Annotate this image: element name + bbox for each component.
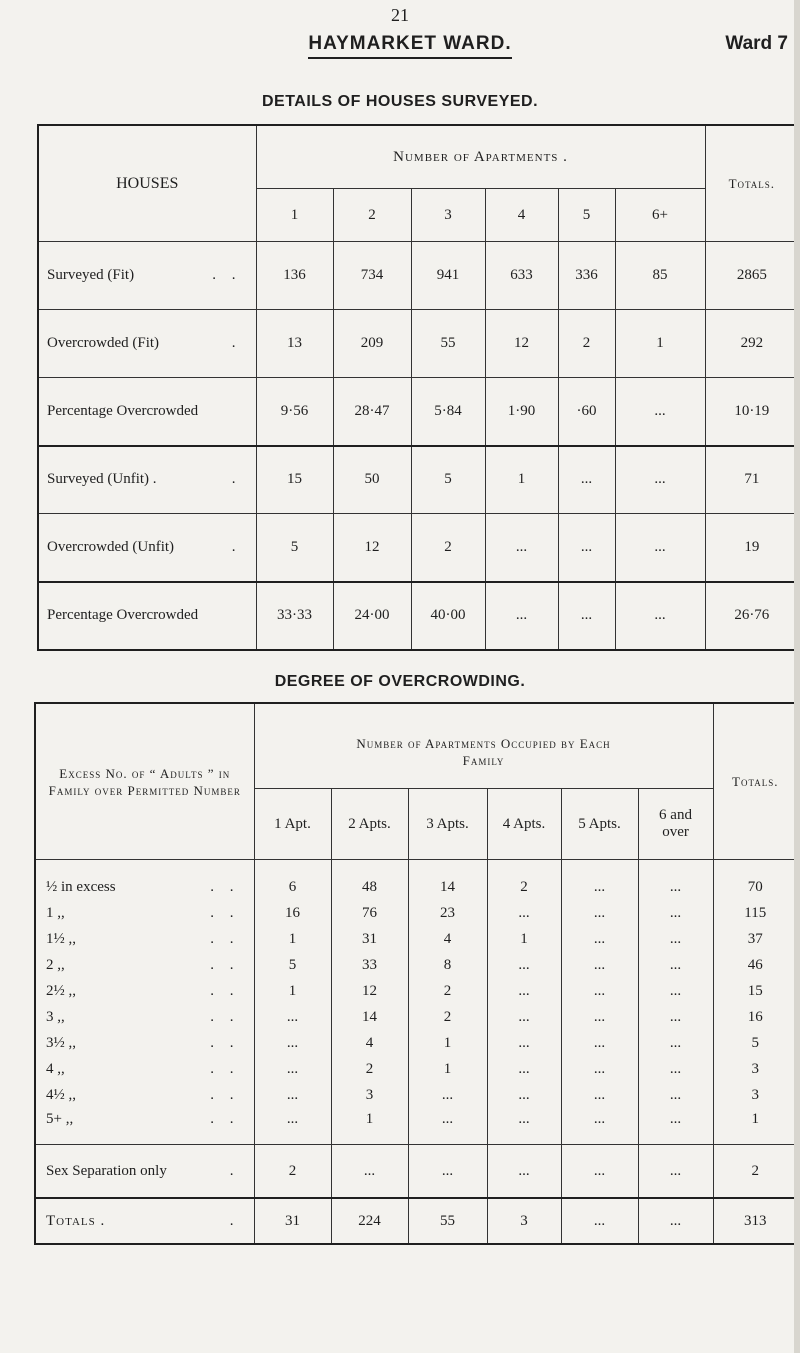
table-cell: 5 xyxy=(256,514,333,582)
row-label-dots: . . xyxy=(210,956,240,973)
table-cell: ... xyxy=(561,978,638,1004)
table-cell: ... xyxy=(487,952,561,978)
row-label: Sex Separation only xyxy=(46,1162,167,1179)
table-cell: ... xyxy=(254,1082,331,1108)
table-cell: 13 xyxy=(256,310,333,378)
table-cell: ... xyxy=(561,1198,638,1244)
table-cell: 40·00 xyxy=(411,582,485,650)
total-cell: 1 xyxy=(713,1108,798,1145)
row-label-dots: . . xyxy=(210,1086,240,1103)
table-cell: ... xyxy=(487,1108,561,1145)
table-cell: ... xyxy=(638,1145,713,1199)
row-label-dots: . . xyxy=(210,878,240,895)
total-cell: 10·19 xyxy=(705,378,799,446)
row-label-dots: . xyxy=(231,335,242,351)
ward-title xyxy=(0,33,800,59)
table-cell: ... xyxy=(638,952,713,978)
table-cell: ... xyxy=(487,1082,561,1108)
table-cell: ... xyxy=(561,1056,638,1082)
spacer-row xyxy=(35,860,798,875)
table-row xyxy=(35,952,798,978)
row-label-dots: . . xyxy=(212,267,242,283)
table-row xyxy=(38,242,799,310)
total-cell: 2865 xyxy=(705,242,799,310)
overcrowding-table-title: DEGREE OF OVERCROWDING. xyxy=(274,673,526,690)
table-cell: 2 xyxy=(411,514,485,582)
table-cell: 55 xyxy=(408,1198,487,1244)
row-label-dots: . . xyxy=(210,982,240,999)
table-cell: 55 xyxy=(411,310,485,378)
table-row xyxy=(38,310,799,378)
total-cell: 313 xyxy=(713,1198,798,1244)
spacer-cell xyxy=(254,860,331,875)
row-label-cell xyxy=(38,582,256,650)
table-cell: ... xyxy=(615,446,705,514)
table-cell: ... xyxy=(254,1004,331,1030)
row-label: 3½ ,, xyxy=(46,1034,76,1051)
page-number: 21 xyxy=(391,5,409,25)
table-cell: 224 xyxy=(331,1198,408,1244)
houses-col-header: 2 xyxy=(333,189,411,242)
table-cell: ... xyxy=(638,1198,713,1244)
row-label-cell xyxy=(35,1198,254,1244)
table-cell: 4 xyxy=(408,926,487,952)
table-cell: 2 xyxy=(408,1004,487,1030)
row-label-cell xyxy=(35,1145,254,1199)
row-label-dots: . . xyxy=(210,1060,240,1077)
table-cell: 31 xyxy=(331,926,408,952)
row-label-dots: . xyxy=(231,538,242,555)
houses-group-label: Number of Apartments . xyxy=(256,125,705,189)
table-cell: ... xyxy=(561,1004,638,1030)
spacer-cell xyxy=(713,860,798,875)
table-cell: ... xyxy=(408,1145,487,1199)
row-label-cell xyxy=(38,446,256,514)
table-cell: 941 xyxy=(411,242,485,310)
overcrowding-col-header: 2 Apts. xyxy=(331,789,408,860)
row-label: 1 ,, xyxy=(46,904,65,921)
table-cell: 4 xyxy=(331,1030,408,1056)
table-cell: ... xyxy=(561,1108,638,1145)
table-cell: ... xyxy=(487,900,561,926)
table-row xyxy=(35,1108,798,1145)
row-label-cell xyxy=(35,1082,254,1108)
row-label-dots: . . xyxy=(210,930,240,947)
spacer-cell xyxy=(331,860,408,875)
table-row xyxy=(38,514,799,582)
table-cell: 50 xyxy=(333,446,411,514)
row-label-cell xyxy=(35,978,254,1004)
table-cell: 1 xyxy=(615,310,705,378)
houses-col-header: 3 xyxy=(411,189,485,242)
table-cell: 136 xyxy=(256,242,333,310)
row-label: Surveyed (Fit) xyxy=(47,267,135,283)
table-cell: 1·90 xyxy=(485,378,558,446)
table-cell: 3 xyxy=(331,1082,408,1108)
table-cell: ... xyxy=(638,1030,713,1056)
row-label: 2½ ,, xyxy=(46,982,76,999)
row-label-cell xyxy=(35,926,254,952)
table-cell: 2 xyxy=(254,1145,331,1199)
table-cell: ... xyxy=(638,1108,713,1145)
table-cell: 209 xyxy=(333,310,411,378)
houses-col-header: 4 xyxy=(485,189,558,242)
total-cell: 2 xyxy=(713,1145,798,1199)
table-cell: ... xyxy=(561,1082,638,1108)
row-label-dots: . . xyxy=(210,1008,240,1025)
table-cell: ... xyxy=(561,952,638,978)
table-cell: ... xyxy=(638,874,713,900)
table-cell: 2 xyxy=(487,874,561,900)
row-label-dots: . xyxy=(231,471,242,488)
total-cell: 3 xyxy=(713,1056,798,1082)
table-cell: 31 xyxy=(254,1198,331,1244)
table-cell: ... xyxy=(487,1004,561,1030)
overcrowding-corner-label: Excess No. of “ Adults ” in Family over Permitted Number xyxy=(35,703,254,860)
table-cell: 28·47 xyxy=(333,378,411,446)
table-cell: 33 xyxy=(331,952,408,978)
table-cell: ... xyxy=(558,582,615,650)
overcrowding-totals-label: Totals. xyxy=(713,703,798,860)
table-cell: ... xyxy=(558,514,615,582)
table-cell: 12 xyxy=(485,310,558,378)
table-cell: 14 xyxy=(408,874,487,900)
row-label-cell xyxy=(35,1004,254,1030)
overcrowding-col-header: 5 Apts. xyxy=(561,789,638,860)
spacer-cell xyxy=(638,860,713,875)
row-label-cell xyxy=(38,310,256,378)
row-label: Percentage Overcrowded xyxy=(47,607,199,623)
table-cell: ... xyxy=(254,1108,331,1145)
table-cell: 2 xyxy=(558,310,615,378)
row-label: Overcrowded (Fit) xyxy=(47,335,160,351)
total-cell: 15 xyxy=(713,978,798,1004)
table-row xyxy=(35,1030,798,1056)
table-cell: ... xyxy=(615,514,705,582)
overcrowding-group-label: Number of Apartments Occupied by Each Family xyxy=(254,703,713,789)
table-cell: ... xyxy=(487,1030,561,1056)
table-cell: 5 xyxy=(411,446,485,514)
table-row xyxy=(38,378,799,446)
total-cell: 5 xyxy=(713,1030,798,1056)
table-cell: 14 xyxy=(331,1004,408,1030)
table-cell: ... xyxy=(487,1145,561,1199)
table-cell: 734 xyxy=(333,242,411,310)
houses-col-header: 6+ xyxy=(615,189,705,242)
row-label: 3 ,, xyxy=(46,1008,65,1025)
table-cell: 16 xyxy=(254,900,331,926)
table-cell: ... xyxy=(638,978,713,1004)
houses-surveyed-table xyxy=(37,124,800,651)
table-cell: ... xyxy=(638,926,713,952)
table-row xyxy=(35,874,798,900)
table-row xyxy=(35,926,798,952)
row-label-cell xyxy=(38,514,256,582)
row-label-cell xyxy=(35,1056,254,1082)
table-cell: 33·33 xyxy=(256,582,333,650)
table-cell: ·60 xyxy=(558,378,615,446)
total-cell: 16 xyxy=(713,1004,798,1030)
table-cell: 48 xyxy=(331,874,408,900)
table-cell: ... xyxy=(561,900,638,926)
houses-totals-label: Totals. xyxy=(705,125,799,242)
table-cell: 1 xyxy=(331,1108,408,1145)
row-label: 4½ ,, xyxy=(46,1086,76,1103)
spacer-cell xyxy=(35,860,254,875)
overcrowding-col-header: 1 Apt. xyxy=(254,789,331,860)
table-cell: ... xyxy=(638,1082,713,1108)
table-row xyxy=(38,446,799,514)
row-label-dots: . xyxy=(229,1162,240,1179)
row-label-cell xyxy=(38,378,256,446)
table-cell: 1 xyxy=(487,926,561,952)
table-cell: 15 xyxy=(256,446,333,514)
table-cell: ... xyxy=(561,874,638,900)
total-cell: 70 xyxy=(713,874,798,900)
table-cell: 3 xyxy=(487,1198,561,1244)
row-label: Totals . xyxy=(46,1212,106,1229)
sex-separation-row xyxy=(35,1145,798,1199)
table-row xyxy=(35,1056,798,1082)
table-cell: 9·56 xyxy=(256,378,333,446)
page-edge xyxy=(794,0,800,1353)
table-row xyxy=(35,1004,798,1030)
total-cell: 46 xyxy=(713,952,798,978)
table-cell: 6 xyxy=(254,874,331,900)
overcrowding-table xyxy=(34,702,799,1245)
row-label: Surveyed (Unfit) . xyxy=(47,471,157,488)
row-label-dots: . . xyxy=(210,904,240,921)
table-cell: 2 xyxy=(408,978,487,1004)
houses-table-title: DETAILS OF HOUSES SURVEYED. xyxy=(261,93,539,110)
table-cell: ... xyxy=(408,1108,487,1145)
row-label: 5+ ,, xyxy=(46,1110,74,1127)
table-cell: 1 xyxy=(254,926,331,952)
spacer-cell xyxy=(487,860,561,875)
table-cell: ... xyxy=(254,1056,331,1082)
table-cell: ... xyxy=(485,514,558,582)
overcrowding-col-header: 3 Apts. xyxy=(408,789,487,860)
table-cell: 1 xyxy=(408,1056,487,1082)
row-label: ½ in excess xyxy=(46,878,116,895)
total-cell: 3 xyxy=(713,1082,798,1108)
total-cell: 26·76 xyxy=(705,582,799,650)
row-label: 2 ,, xyxy=(46,956,65,973)
table-cell: 633 xyxy=(485,242,558,310)
table-cell: 1 xyxy=(485,446,558,514)
ward-number: Ward 7 xyxy=(725,33,788,54)
row-label: Overcrowded (Unfit) xyxy=(47,538,175,555)
total-cell: 19 xyxy=(705,514,799,582)
row-label: 4 ,, xyxy=(46,1060,65,1077)
table-cell: 12 xyxy=(331,978,408,1004)
total-cell: 115 xyxy=(713,900,798,926)
table-cell: ... xyxy=(408,1082,487,1108)
houses-corner-label: HOUSES xyxy=(38,125,256,242)
table-cell: 76 xyxy=(331,900,408,926)
table-cell: 85 xyxy=(615,242,705,310)
row-label-dots: . xyxy=(229,1212,240,1229)
table-cell: ... xyxy=(615,378,705,446)
table-cell: ... xyxy=(561,1145,638,1199)
table-cell: ... xyxy=(615,582,705,650)
total-cell: 37 xyxy=(713,926,798,952)
overcrowding-col-header: 6 and over xyxy=(638,789,713,860)
table-cell: 8 xyxy=(408,952,487,978)
total-cell: 71 xyxy=(705,446,799,514)
table-cell: ... xyxy=(561,926,638,952)
table-cell: 2 xyxy=(331,1056,408,1082)
table-cell: 5·84 xyxy=(411,378,485,446)
row-label-cell xyxy=(35,874,254,900)
table-cell: ... xyxy=(558,446,615,514)
spacer-cell xyxy=(408,860,487,875)
table-cell: ... xyxy=(487,1056,561,1082)
table-cell: 12 xyxy=(333,514,411,582)
row-label-cell xyxy=(35,1108,254,1145)
table-cell: ... xyxy=(331,1145,408,1199)
table-cell: ... xyxy=(485,582,558,650)
table-cell: 336 xyxy=(558,242,615,310)
totals-row xyxy=(35,1198,798,1244)
row-label-dots: . . xyxy=(210,1034,240,1051)
table-cell: ... xyxy=(638,1056,713,1082)
overcrowding-col-header: 4 Apts. xyxy=(487,789,561,860)
table-cell: 5 xyxy=(254,952,331,978)
table-row xyxy=(35,1082,798,1108)
total-cell: 292 xyxy=(705,310,799,378)
houses-col-header: 1 xyxy=(256,189,333,242)
table-cell: ... xyxy=(487,978,561,1004)
row-label-cell xyxy=(35,952,254,978)
ward-title-text: HAYMARKET WARD. xyxy=(308,33,511,59)
table-cell: 23 xyxy=(408,900,487,926)
table-row xyxy=(35,900,798,926)
table-cell: 1 xyxy=(408,1030,487,1056)
table-row xyxy=(35,978,798,1004)
spacer-cell xyxy=(561,860,638,875)
row-label-cell xyxy=(35,1030,254,1056)
table-cell: 1 xyxy=(254,978,331,1004)
row-label: Percentage Overcrowded xyxy=(47,402,199,419)
table-cell: ... xyxy=(638,900,713,926)
row-label: 1½ ,, xyxy=(46,930,76,947)
row-label-dots: . . xyxy=(210,1110,240,1127)
table-cell: ... xyxy=(561,1030,638,1056)
table-cell: ... xyxy=(638,1004,713,1030)
row-label-cell xyxy=(38,242,256,310)
table-cell: 24·00 xyxy=(333,582,411,650)
table-row xyxy=(38,582,799,650)
table-cell: ... xyxy=(254,1030,331,1056)
houses-col-header: 5 xyxy=(558,189,615,242)
row-label-cell xyxy=(35,900,254,926)
